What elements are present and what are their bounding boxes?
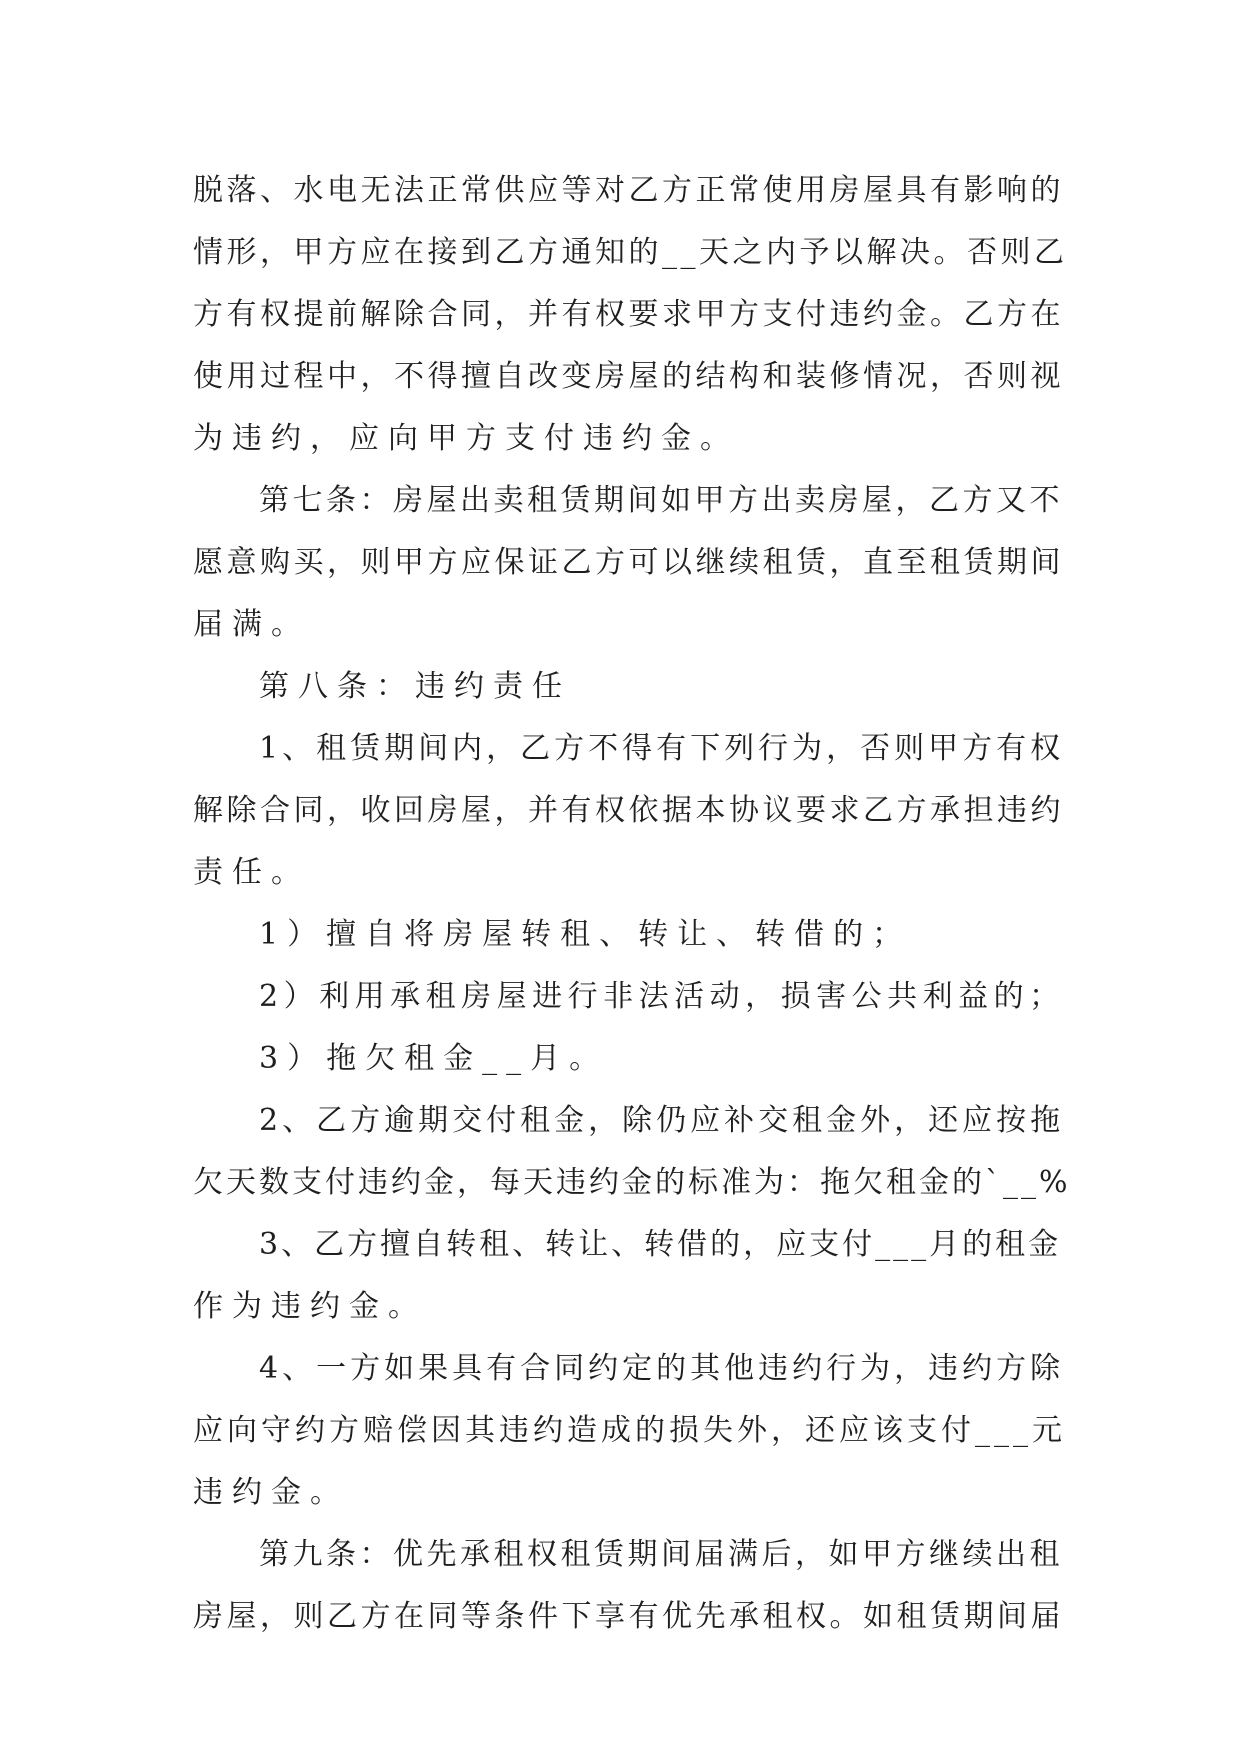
document-text-line: 2、乙方逾期交付租金，除仍应补交租金外，还应按拖 xyxy=(259,1103,1065,1138)
document-text-line: 1、租赁期间内，乙方不得有下列行为，否则甲方有权 xyxy=(259,731,1065,766)
document-text-line: 作为违约金。 xyxy=(193,1289,427,1324)
document-text-line: 第九条：优先承租权租赁期间届满后，如甲方继续出租 xyxy=(259,1537,1063,1572)
document-text-line: 解除合同，收回房屋，并有权依据本协议要求乙方承担违约 xyxy=(193,793,1064,828)
document-text-line: 届满。 xyxy=(193,607,310,642)
document-text-line: 责任。 xyxy=(193,855,310,890)
document-text-line: 第八条：违约责任 xyxy=(259,669,571,704)
document-text-line: 房屋，则乙方在同等条件下享有优先承租权。如租赁期间届 xyxy=(193,1599,1064,1634)
document-text-line: 方有权提前解除合同，并有权要求甲方支付违约金。乙方在 xyxy=(193,297,1064,332)
document-text-line: 脱落、水电无法正常供应等对乙方正常使用房屋具有影响的 xyxy=(193,173,1064,208)
document-text-line: 4、一方如果具有合同约定的其他违约行为，违约方除 xyxy=(259,1351,1065,1386)
document-text-line: 愿意购买，则甲方应保证乙方可以继续租赁，直至租赁期间 xyxy=(193,545,1064,580)
document-text-line: 使用过程中，不得擅自改变房屋的结构和装修情况，否则视 xyxy=(193,359,1064,394)
document-text-line: 第七条：房屋出卖租赁期间如甲方出卖房屋，乙方又不 xyxy=(259,483,1063,518)
document-text-line: 欠天数支付违约金，每天违约金的标准为：拖欠租金的`__% xyxy=(193,1165,1071,1200)
document-text-line: 3、乙方擅自转租、转让、转借的，应支付___月的租金 xyxy=(259,1227,1062,1262)
document-body xyxy=(193,160,1073,1648)
document-text-line: 情形，甲方应在接到乙方通知的__天之内予以解决。否则乙 xyxy=(193,235,1068,270)
document-text-line: 为违约，应向甲方支付违约金。 xyxy=(193,421,739,456)
document-text-line: 3）拖欠租金__月。 xyxy=(259,1041,609,1076)
document-text-line: 违约金。 xyxy=(193,1475,349,1510)
document-text-line: 2）利用承租房屋进行非法活动，损害公共利益的； xyxy=(259,979,1065,1014)
document-text-line: 1）擅自将房屋转租、转让、转借的； xyxy=(259,917,912,952)
document-text-line: 应向守约方赔偿因其违约造成的损失外，还应该支付___元 xyxy=(193,1413,1066,1448)
